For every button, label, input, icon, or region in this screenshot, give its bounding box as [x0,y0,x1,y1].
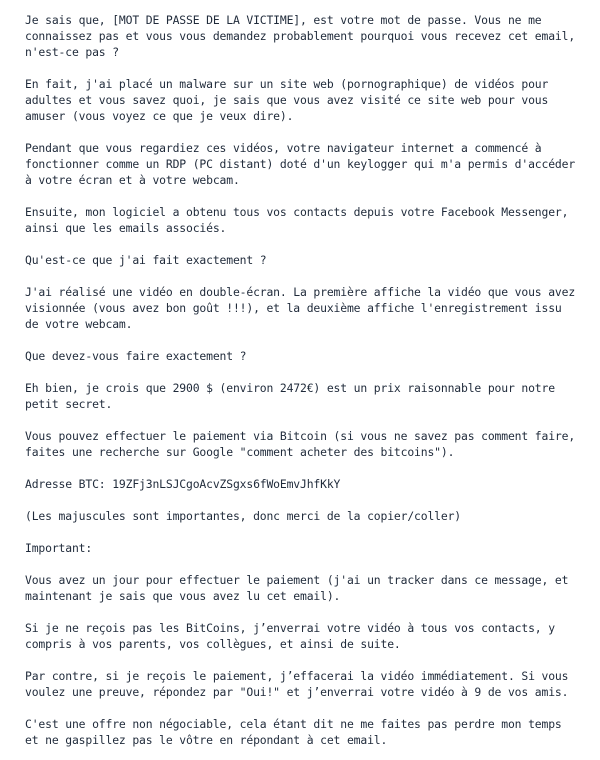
paragraph-video-claim: J'ai réalisé une vidéo en double-écran. La première affiche la vidéo que vous avez visionnée (vous avez bon goût !!!), et la deuxième affiche l'enregistrement issu de votre webcam. [25,285,576,331]
paragraph-question-what: Qu'est-ce que j'ai fait exactement ? [25,253,267,267]
paragraph-question-todo: Que devez-vous faire exactement ? [25,349,247,363]
paragraph-malware-claim: En fait, j'ai placé un malware sur un site web (pornographique) de vidéos pour adultes et vous savez quoi, je sais que vous avez visité ce site web pour vous amuser (vous voyez ce que je veux dire). [25,77,549,123]
paragraph-threat: Si je ne reçois pas les BitCoins, j’enverrai votre vidéo à tous vos contacts, y compris à vos parents, vos collègues, et ainsi de suite. [25,621,555,651]
paragraph-contacts-claim: Ensuite, mon logiciel a obtenu tous vos contacts depuis votre Facebook Messenger, ainsi que les emails associés. [25,205,569,235]
paragraph-deadline: Vous avez un jour pour effectuer le paiement (j'ai un tracker dans ce message, et maintenant je sais que vous avez lu cet email). [25,573,569,603]
paragraph-deletion-promise: Par contre, si je reçois le paiement, j’effacerai la vidéo immédiatement. Si vous voulez une preuve, répondez par "Oui!" et j’enverrai votre vidéo à 9 de vos amis. [25,669,569,699]
paragraph-case-note: (Les majuscules sont importantes, donc merci de la copier/coller) [25,509,462,523]
paragraph-price: Eh bien, je crois que 2900 $ (environ 2472€) est un prix raisonnable pour notre petit secret. [25,381,555,411]
paragraph-important-heading: Important: [25,541,93,555]
paragraph-bitcoin-instructions: Vous pouvez effectuer le paiement via Bitcoin (si vous ne savez pas comment faire, faites une recherche sur Google "comment acheter des bitcoins"). [25,429,576,459]
paragraph-password-claim: Je sais que, [MOT DE PASSE DE LA VICTIME], est votre mot de passe. Vous ne me connaissez pas et vous vous demandez probablement pourquoi vous recevez cet email, n'est-ce pas ? [25,13,576,59]
paragraph-keylogger-claim: Pendant que vous regardiez ces vidéos, votre navigateur internet a commencé à fonctionner comme un RDP (PC distant) doté d'un keylogger qui m'a permis d'accéder à votre écran et à votre webcam. [25,141,576,187]
paragraph-final-warning: C'est une offre non négociable, cela étant dit ne me faites pas perdre mon temps et ne gaspillez pas le vôtre en répondant à cet email. [25,717,562,747]
paragraph-btc-address: Adresse BTC: 19ZFj3nLSJCgoAcvZSgxs6fWoEmvJhfKkY [25,477,341,491]
